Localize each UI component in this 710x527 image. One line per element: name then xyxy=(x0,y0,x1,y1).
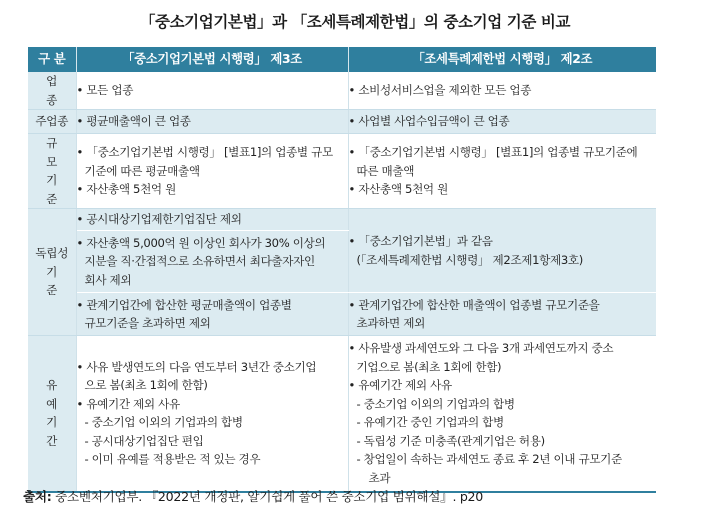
header-sme-act: 「중소기업기본법 시행령」 제3조 xyxy=(76,47,348,72)
page-title: 「중소기업기본법」과 「조세특례제한법」의 중소기업 기준 비교 xyxy=(139,13,571,31)
row-label-grace-1: 유 예 xyxy=(46,378,66,411)
source-label: 출처: xyxy=(23,489,52,504)
cell-text: • 유예기간 제외 사유 xyxy=(76,396,180,411)
cell-text: • 사업별 사업수입금액이 큰 업종 xyxy=(348,114,510,129)
cell-text: - 독립성 기준 미충족(관계기업은 허용) xyxy=(356,433,545,448)
table-row xyxy=(28,110,656,134)
table-row xyxy=(28,134,656,209)
source-text: 중소벤처기업부. 『2022년 개정판, 알기쉽게 풀어 쓴 중소기업 범위해설』. p20 xyxy=(51,489,483,504)
header-tax-act: 「조세특례제한법 시행령」 제2조 xyxy=(348,47,656,72)
header-category: 구 분 xyxy=(28,47,76,72)
cell-text: 규모기준을 초과하면 제외 xyxy=(84,316,211,330)
cell-text: • 「중소기업기본법 시행령」 [별표1]의 업종별 규모기준에 xyxy=(348,145,638,160)
cell-text: 초과하면 제외 xyxy=(356,316,425,330)
row-label-grace-2: 기 간 xyxy=(46,415,66,448)
cell-text: - 이미 유예를 적용받은 적 있는 경우 xyxy=(84,452,261,467)
row-label-size-1: 규 모 xyxy=(46,136,66,169)
cell-text: 기업으로 봄(최초 1회에 한함) xyxy=(356,359,502,374)
table-row xyxy=(28,336,656,492)
cell-text: • 소비성서비스업을 제외한 모든 업종 xyxy=(348,83,532,98)
cell-text: • 「중소기업기본법 시행령」 [별표1]의 업종별 규모 xyxy=(76,145,333,160)
cell-text: - 유예기간 중인 기업과의 합병 xyxy=(356,415,504,430)
cell-text: 지분을 직·간접적으로 소유하면서 최다출자자인 xyxy=(84,254,315,269)
row-label-main-industry: 주업종 xyxy=(35,114,69,129)
cell-text: • 자산총액 5천억 원 xyxy=(76,182,176,197)
cell-text: • 자산총액 5,000억 원 이상인 회사가 30% 이상의 xyxy=(76,235,326,250)
cell-text: • 평균매출액이 큰 업종 xyxy=(76,114,191,129)
row-label-independence-2: 기 준 xyxy=(46,264,66,298)
table-row xyxy=(28,72,656,110)
table-header-row xyxy=(28,47,656,72)
row-label-size-2: 기 준 xyxy=(46,173,66,206)
cell-text: 초과 xyxy=(368,470,391,485)
cell-text: 회사 제외 xyxy=(84,272,132,287)
cell-text: • 사유 발생연도의 다음 연도부터 3년간 중소기업 xyxy=(76,359,317,374)
cell-text: 기준에 따른 평균매출액 xyxy=(84,163,200,178)
table-row xyxy=(28,209,656,231)
cell-text: • 사유발생 과세연도와 그 다음 3개 과세연도까지 중소 xyxy=(348,341,614,356)
cell-text: 따른 매출액 xyxy=(356,163,415,178)
comparison-table xyxy=(28,47,656,493)
cell-text: • 자산총액 5천억 원 xyxy=(348,182,448,197)
cell-text: 으로 봄(최초 1회에 한함) xyxy=(84,378,208,393)
cell-text: - 중소기업 이외의 기업과의 합병 xyxy=(356,396,515,411)
cell-text: - 중소기업 이외의 기업과의 합병 xyxy=(84,415,243,430)
table-row xyxy=(28,293,656,336)
row-label-independence-1: 독립성 xyxy=(35,246,69,261)
cell-text: • 「중소기업기본법」과 같음 xyxy=(348,234,493,248)
cell-text: (「조세특례제한법 시행령」 제2조제1항제3호) xyxy=(356,252,583,267)
cell-text: • 모든 업종 xyxy=(76,83,134,98)
cell-text: • 공시대상기업제한기업집단 제외 xyxy=(76,212,242,227)
source-note xyxy=(23,486,483,505)
row-label-industry: 업 종 xyxy=(46,74,66,107)
cell-text: • 관계기업간에 합산한 매출액이 업종별 규모기준을 xyxy=(348,297,600,312)
cell-text: - 창업일이 속하는 과세연도 종료 후 2년 이내 규모기준 xyxy=(356,452,622,467)
cell-text: - 공시대상기업집단 편입 xyxy=(84,433,204,448)
cell-text: • 관계기업간에 합산한 평균매출액이 업종별 xyxy=(76,297,292,312)
cell-text: • 유예기간 제외 사유 xyxy=(348,378,452,393)
